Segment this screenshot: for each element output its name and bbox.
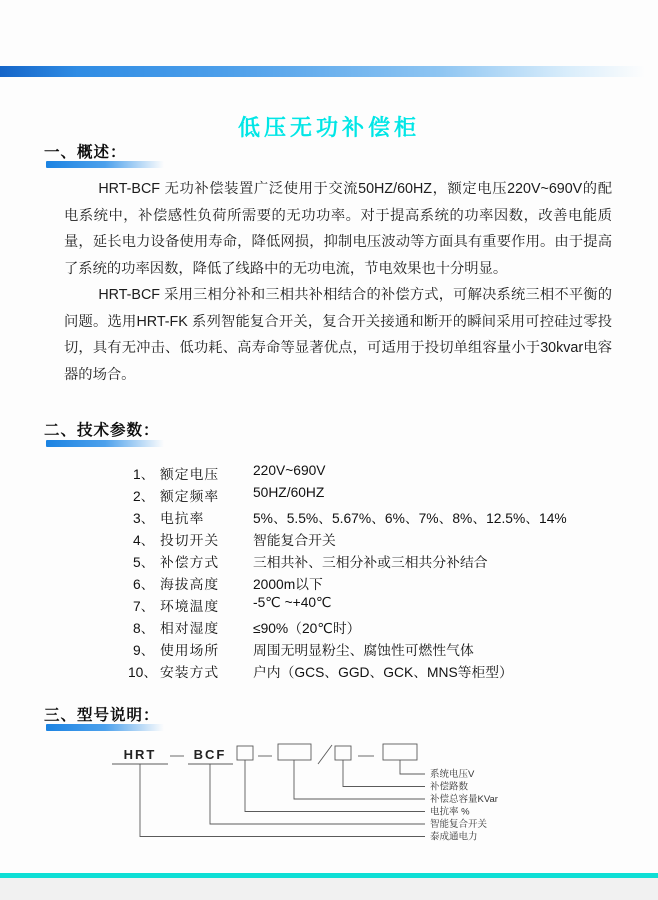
- top-accent-bar: [0, 66, 645, 77]
- parameter-value: -5℃ ~+40℃: [253, 595, 332, 610]
- diagram-label-company: 泰成通电力: [430, 831, 478, 843]
- parameter-number: 5、: [133, 555, 155, 570]
- leader-line-company: [140, 764, 425, 837]
- parameter-value: ≤90%（20℃时）: [253, 621, 361, 636]
- parameter-label: 环境温度: [160, 599, 220, 614]
- diagram-label-reactance: 电抗率 %: [430, 806, 470, 818]
- parameter-value: 2000m以下: [253, 577, 323, 592]
- parameter-row: [0, 529, 658, 551]
- footer-strip: [0, 878, 658, 900]
- parameter-row: [0, 617, 658, 639]
- parameter-row: [0, 573, 658, 595]
- parameter-label: 相对湿度: [160, 621, 220, 636]
- diagram-label-voltage: 系统电压V: [430, 769, 475, 780]
- parameter-number: 2、: [133, 489, 155, 504]
- page-title: 低压无功补偿柜: [237, 115, 420, 140]
- parameter-row: [0, 595, 658, 617]
- parameter-label: 投切开关: [160, 533, 220, 548]
- parameter-value: 220V~690V: [253, 463, 326, 478]
- diagram-label-switch: 智能复合开关: [430, 819, 488, 830]
- parameter-row: [0, 463, 658, 485]
- leader-line-capacity: [294, 760, 425, 799]
- parameter-number: 8、: [133, 621, 155, 636]
- parameter-row: [0, 485, 658, 507]
- parameter-label: 额定频率: [160, 489, 220, 504]
- circuits-code-box: [335, 746, 351, 760]
- parameter-label: 海拔高度: [160, 577, 220, 592]
- parameter-label: 使用场所: [160, 643, 220, 658]
- parameter-row: [0, 551, 658, 573]
- parameter-number: 1、: [133, 467, 155, 482]
- leader-line-reactance: [245, 760, 425, 812]
- parameter-value: 三相共补、三相分补或三相共分补结合: [253, 555, 488, 570]
- leader-line-switch: [210, 764, 425, 824]
- model-number-diagram: [100, 737, 640, 849]
- parameter-row: [0, 661, 658, 683]
- overview-paragraph-2: HRT-BCF 采用三相分补和三相共补相结合的补偿方式，可解决系统三相不平衡的问题。选用HRT-FK 系列智能复合开关，复合开关接通和断开的瞬间采用可控硅过零投切，具有无冲击、低功耗、高寿命等显著优点，可适用于投切单组容量小于30kvar电容器的场合。: [64, 287, 612, 383]
- model-series-text: BCF: [193, 747, 227, 762]
- overview-heading: 一、概述：: [44, 144, 127, 161]
- parameter-number: 7、: [133, 599, 155, 614]
- parameter-number: 6、: [133, 577, 155, 592]
- parameter-label: 补偿方式: [160, 555, 220, 570]
- model-heading-underline: [46, 724, 164, 731]
- parameter-value: 智能复合开关: [253, 533, 336, 548]
- parameters-heading: 二、技术参数：: [44, 422, 160, 439]
- capacity-code-box: [278, 744, 311, 760]
- parameter-number: 3、: [133, 511, 155, 526]
- overview-paragraph-1: HRT-BCF 无功补偿装置广泛使用于交流50HZ/60HZ，额定电压220V~690V的配电系统中，补偿感性负荷所需要的无功功率。对于提高系统的功率因数，改善电能质量，延长电力设备使用寿命，降低网损，抑制电压波动等方面具有重要作用。由于提高了系统的功率因数，降低了线路中的无功电流，节电效果也十分明显。: [64, 181, 612, 277]
- parameter-value: 50HZ/60HZ: [253, 485, 325, 500]
- leader-line-voltage: [400, 760, 425, 774]
- parameter-number: 10、: [128, 665, 158, 680]
- voltage-code-box: [383, 744, 417, 760]
- parameter-row: [0, 507, 658, 529]
- parameter-label: 安装方式: [160, 665, 220, 680]
- parameter-number: 9、: [133, 643, 155, 658]
- parameter-number: 4、: [133, 533, 155, 548]
- parameters-heading-underline: [46, 440, 164, 447]
- parameter-value: 5%、5.5%、5.67%、6%、7%、8%、12.5%、14%: [253, 511, 567, 526]
- diagram-label-circuits: 补偿路数: [430, 781, 469, 793]
- parameter-label: 电抗率: [160, 511, 205, 526]
- leader-line-circuits: [343, 760, 425, 787]
- parameter-value: 户内（GCS、GGD、GCK、MNS等柜型）: [253, 665, 513, 680]
- parameter-value: 周围无明显粉尘、腐蚀性可燃性气体: [253, 643, 474, 658]
- diagram-label-capacity: 补偿总容量KVar: [430, 794, 498, 805]
- model-heading: 三、型号说明：: [44, 707, 160, 724]
- parameter-label: 额定电压: [160, 467, 220, 482]
- parameter-row: [0, 639, 658, 661]
- model-prefix-text: HRT: [123, 747, 157, 762]
- reactance-code-box: [237, 746, 253, 760]
- slash-separator: [318, 745, 332, 764]
- overview-heading-underline: [46, 161, 164, 168]
